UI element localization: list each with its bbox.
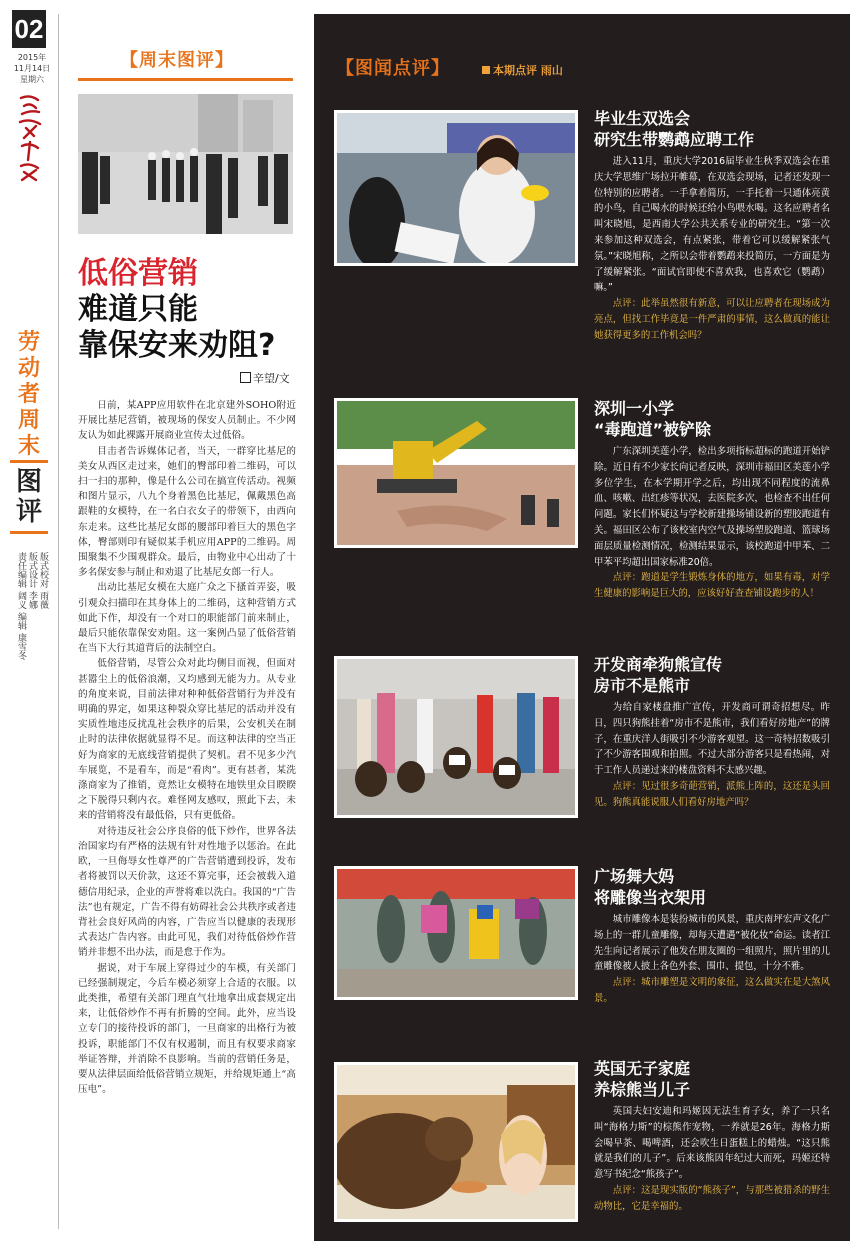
article-body <box>78 398 296 1097</box>
article-paragraph: 出动比基尼女模在大庭广众之下搔首弄姿，吸引观众扫描印在其身体上的二维码，这种营销方式如此下作，却没有一个对口的职能部门前来制止，最后只能依靠保安劝阻。这一案例凸显了低俗营销在当下大行其道背后的法制空白。 <box>78 582 296 655</box>
date-year: 2015年 <box>17 53 47 62</box>
date-day: 11月14日 <box>13 64 51 73</box>
story-body <box>594 912 830 1007</box>
story-title <box>594 1058 824 1100</box>
story-photo-bears <box>334 656 578 818</box>
issue-date <box>12 52 52 85</box>
story-photo-excavator <box>334 398 578 548</box>
credit-design: 版式设计 李娜 <box>27 552 37 609</box>
column-divider <box>58 14 59 1229</box>
section-label-weekend: 【周末图评】 <box>120 50 234 71</box>
story-photo-statues <box>334 866 578 1000</box>
story-title-line-2: “毒跑道”被铲除 <box>594 420 712 439</box>
article-paragraph: 据说，对于车展上穿得过少的车模，有关部门已经强制规定，今后车模必须穿上合适的衣服。以此类推，希望有关部门理直气壮地拿出成套规定出来，让低俗炒作不再有折腾的空间。此外，应当设立专门的接待投诉的部门，一旦商家的出格行为被投诉，职能部门不仅有权遏制，而且有权要求商家举证答辩，并消除不良影响。当前的营销任务是，要从法律层面给低俗营销立规矩，并给规矩通上“高压电”。 <box>78 962 296 1096</box>
story-comment: 点评：跑道是学生锻炼身体的地方，如果有毒，对学生健康的影响是巨大的，应该好好查查铺设跑步的人！ <box>594 572 830 600</box>
story-text: 英国夫妇安迪和玛姬因无法生育子女，养了一只名叫“海格力斯”的棕熊作宠物，一养就是26年。海格力斯会喝早茶、喝啤酒，还会吹生日蛋糕上的蜡烛。“这只熊就是我们的儿子”。后来该熊因年纪过大而死，玛姬还特意写书纪念“熊孩子”。 <box>594 1106 830 1181</box>
story-title-line-1: 毕业生双选会 <box>594 109 691 128</box>
story-comment: 点评：此举虽然很有新意，可以让应聘者在现场成为亮点，但找工作毕竟是一件严肃的事情，这么做真的能让她获得更多的工作机会吗？ <box>594 298 830 341</box>
newspaper-logo-icon <box>16 92 44 184</box>
column-char-2: 评 <box>15 497 42 527</box>
story-photo-brown-bear <box>334 1062 578 1222</box>
section-label-photo-news: 【图闻点评】 <box>336 58 450 79</box>
byline: 辛望/文 <box>240 370 290 386</box>
story-title-line-1: 英国无子家庭 <box>594 1059 691 1078</box>
headline-line-3: 靠保安来劝阻? <box>78 328 276 363</box>
story-title-line-1: 广场舞大妈 <box>594 867 675 886</box>
story-text: 为给自家楼盘推广宣传，开发商可谓奇招想尽。昨日，四只狗熊挂着“房市不是熊市，我们看好房地产”的牌子，在重庆洋人街吸引不少游客观望。这一奇特招数吸引了不少游客围观和拍照。不过大部分游客只是看热闹，对于工作人员递过来的楼盘资料不太感兴趣。 <box>594 702 830 777</box>
story-title <box>594 654 824 696</box>
story-comment: 点评：城市雕塑是文明的象征，这么做实在是大煞风景。 <box>594 977 830 1004</box>
credit-editor: 编辑 康雪冬 <box>16 612 26 660</box>
story-title-line-2: 房市不是熊市 <box>594 676 691 695</box>
story-comment: 点评：见过很多奇葩营销，派熊上阵的，这还是头回见。狗熊真能说服人们看好房地产吗？ <box>594 780 830 808</box>
credit-proofread: 版式校对 雨薇 <box>38 552 48 609</box>
story-title-line-2: 养棕熊当儿子 <box>594 1080 691 1099</box>
credit-chief-editor: 责任编辑 阔义 <box>16 552 26 609</box>
story-comment: 点评：这是现实版的“熊孩子”，与那些被猎杀的野生动物比，它是幸福的。 <box>594 1184 830 1212</box>
commentary-editor: 本期点评 雨山 <box>482 62 563 78</box>
story-title-line-1: 开发商牵狗熊宣传 <box>594 655 723 674</box>
weekly-title: 劳动者周末 <box>17 330 40 459</box>
story-title <box>594 398 824 440</box>
story-text: 进入11月，重庆大学2016届毕业生秋季双选会在重庆大学思维广场拉开帷幕，在双选会现场，记者还发现一位特别的应聘者。一手拿着简历，一手托着一只通体亮黄的小鸟，自己喝水的时候还给小鸟喂水喝。这名应聘者名叫宋晓旭，是西南大学公共关系专业的研究生。“第一次来参加这种双选会，有点紧张，带着它可以缓解紧张气氛。”宋晓旭称，之所以会带着鹦鹉来投简历，一方面是为了缓解紧张。“面试官即使不喜欢我，也喜欢它（鹦鹉）嘛。” <box>594 156 830 294</box>
story-body <box>594 700 830 811</box>
story-body <box>594 444 830 602</box>
story-photo-parrot <box>334 110 578 266</box>
editor-credits <box>14 552 48 682</box>
story-title-line-1: 深圳一小学 <box>594 399 675 418</box>
page-number: 02 <box>12 10 46 48</box>
column-char-1: 图 <box>15 467 42 497</box>
article-paragraph: 对待违反社会公序良俗的低下炒作，世界各法治国家均有严格的法规有针对性地予以惩治。在此欧，一旦侮辱女性尊严的广告营销遭到投诉，发布者将被罚以天价款，这还不算完事，还会被载入道德信用纪录，企业的声誉将难以洗白。我国的“广告法”也有规定，广告不得有妨碍社会公共秩序或者违背社会良好风尚的内容，广告应当以健康的表现形式表达广告内容。由此可见，我们对待低俗炒作营销并非想不出办法，而是怠于作为。 <box>78 825 296 959</box>
story-title-line-2: 研究生带鹦鹉应聘工作 <box>594 130 755 149</box>
headline-red: 低俗营销 <box>78 256 198 291</box>
crowd-photo-illustration <box>78 94 293 234</box>
story-title <box>594 866 824 908</box>
article-paragraph: 目击者告诉媒体记者，当天，一群穿比基尼的美女从西区走过来，她们的臀部印着二维码，可以扫一扫的那种，像是什么公司在搞宣传活动。视频和图片显示，八九个身着黑色比基尼，佩戴黑色高跟鞋的女模特，在一名白衣女子的带领下，由西向东走来。这些比基尼女郎的腰部印着巨大的黑色字体，臀部则印有疑似某手机应用APP的二维码。周围聚集不少围观群众。最后，由物业中心出动了十多名保安参与制止和劝退了比基尼女郎一行人。 <box>78 445 296 579</box>
date-weekday: 星期六 <box>20 75 44 84</box>
story-text: 城市雕像本是装扮城市的风景，重庆南坪宏声文化广场上的一群儿童雕像，却每天遭遇“被化妆”命运。读者江先生向记者展示了他发在朋友圈的一组照片，照片里的儿童雕像被人披上各色外套、围巾、提包，十分不雅。 <box>594 914 830 973</box>
story-title <box>594 108 824 150</box>
article-headline <box>78 256 303 364</box>
article-paragraph: 日前，某APP应用软件在北京建外SOHO附近开展比基尼营销，被现场的保安人员制止。不少网友认为如此裸露开展商业宣传太过低俗。 <box>78 400 296 442</box>
column-name <box>10 460 48 534</box>
bikini-marketing-photo <box>78 94 293 234</box>
story-text: 广东深圳美莲小学，检出多项指标超标的跑道开始铲除。近日有不少家长向记者反映，深圳市福田区美莲小学多位学生，在本学期开学之后，均出现不同程度的流鼻血、咳嗽、出红疹等状况，去医院多次，也检查不出任何问题。家长们怀疑这与学校新建操场铺设新的塑胶跑道有关。福田区公布了该校室内空气及操场塑胶跑道、篮球场面层质量检测情况，检测结果显示，该校跑道中甲苯、二甲苯平均超出国家标准20倍。 <box>594 446 830 568</box>
newspaper-logo <box>16 92 44 189</box>
story-body <box>594 1104 830 1215</box>
article-paragraph: 低俗营销，尽管公众对此均侧目而视，但面对甚嚣尘上的低俗浪潮，又均感到无能为力。从专业的角度来说，目前法律对种种低俗营销行为并没有明确的界定，如果这种裂众穿比基尼的活动并没有实质性地违反扰乱社会秩序的后果，公安机关在制止时的法律依据就显得不足。而这种法律的空当正好为商家的无底线营销提供了契机。君不见多少汽车展览，不是看车，而是“看肉”。更有甚者，某洗涤商家为了推销，竟然让女模特在地铁里众目睽睽之下脱得只剩内衣。难怪网友感叹，照此下去，未来的营销将没有最低俗，只有更低俗。 <box>78 658 296 822</box>
story-title-line-2: 将雕像当衣架用 <box>594 888 707 907</box>
headline-line-2: 难道只能 <box>78 292 198 327</box>
section-rule <box>78 78 293 81</box>
story-body <box>594 154 830 344</box>
